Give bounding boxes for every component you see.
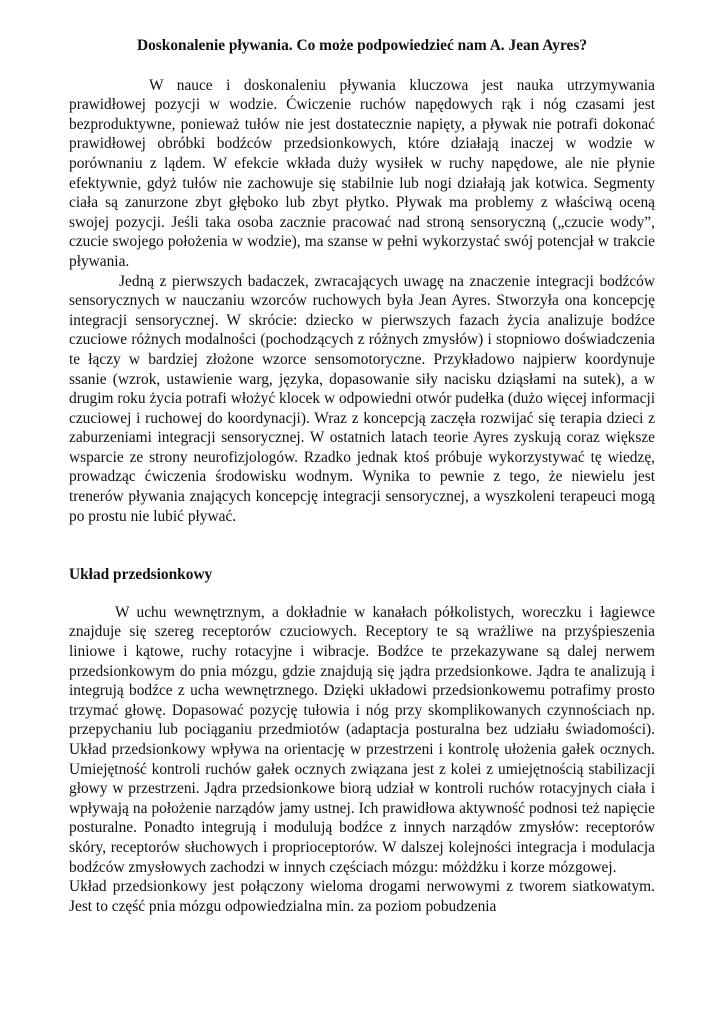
section-paragraph-1: W uchu wewnętrznym, a dokładnie w kanałach półkolistych, woreczku i łagiewce znajduje się szereg receptorów czuciowych. Receptory te są wrażliwe na przyśpieszenia liniowe i kątowe, ruchy rotacyjne i wibracje. Bodźce te przekazywane są dalej nerwem przedsionkowym do pnia mózgu, gdzie znajdują się jądra przedsionkowe. Jądra te analizują i integrują bodźce z ucha wewnętrznego. Dzięki układowi przedsionkowemu potrafimy prosto trzymać głowę. Dopasować pozycję tułowia i nóg przy skomplikowanych czynnościach np. przepychaniu lub pociąganiu przedmiotów (adaptacja posturalna bez udziału świadomości). Układ przedsionkowy wpływa na orientację w przestrzeni i kontrolę ułożenia gałek ocznych. Umiejętność kontroli ruchów gałek ocznych związana jest z kolei z umiejętnością stabilizacji głowy w przestrzeni. Jądra przedsionkowe biorą udział w kontroli ruchów rotacyjnych ciała i wpływają na położenie narządów jamy ustnej. Ich prawidłowa aktywność podnosi też napięcie posturalne. Ponadto integrują i modulują bodźce z innych narządów zmysłów: receptorów skóry, receptorów słuchowych i proprioceptorów. W dalszej kolejności integracja i modulacja bodźców zmysłowych zachodzi w innych częściach mózgu: móżdżku i korze mózgowej. <box>69 603 655 876</box>
section-paragraph-2: Układ przedsionkowy jest połączony wieloma drogami nerwowymi z tworem siatkowatym. Jest to część pnia mózgu odpowiedzialna min. za poziom pobudzenia <box>69 878 655 915</box>
section-heading: Układ przedsionkowy <box>69 566 213 584</box>
intro-paragraph-2: Jedną z pierwszych badaczek, zwracających uwagę na znaczenie integracji bodźców sensorycznych w nauczaniu wzorców ruchowych była Jean Ayres. Stworzyła ona koncepcję integracji sensorycznej. W skrócie: dziecko w pierwszych fazach życia analizuje bodźce czuciowe różnych modalności (pochodzących z różnych zmysłów) i stopniowo doświadczenia te łączy w bardziej złożone wzorce sensomotoryczne. Przykładowo najpierw koordynuje ssanie (wzrok, ustawienie warg, języka, dopasowanie siły nacisku dziąsłami na sutek), a w drugim roku życia potrafi włożyć klocek w odpowiedni otwór pudełka (dużo więcej informacji czuciowej i ruchowej do koordynacji). Wraz z koncepcją zaczęła rozwijać się terapia dzieci z zaburzeniami integracji sensorycznej. W ostatnich latach teorie Ayres zyskują coraz większe wsparcie ze strony neurofizjologów. Rzadko jednak ktoś próbuje wykorzystywać tę wiedzę, prowadząc ćwiczenia środowisku wodnym. Wynika to pewnie z tego, że niewielu jest trenerów pływania znających koncepcję integracji sensorycznej, a wyszkoleni terapeuci mogą po prostu nie lubić pływać. <box>69 272 655 525</box>
document-title: Doskonalenie pływania. Co może podpowiedzieć nam A. Jean Ayres? <box>136 37 588 54</box>
intro-paragraph-1: W nauce i doskonaleniu pływania kluczowa jest nauka utrzymywania prawidłowej pozycji w wodzie. Ćwiczenie ruchów napędowych rąk i nóg czasami jest bezproduktywne, ponieważ tułów nie jest dostatecznie napięty, a pływak nie potrafi dokonać prawidłowej obróbki bodźców przedsionkowych, które działają inaczej w wodzie w porównaniu z lądem. W efekcie wkłada duży wysiłek w ruchy napędowe, ale nie płynie efektywnie, gdyż tułów nie zachowuje się stabilnie lub nogi działają jak kotwica. Segmenty ciała są zanurzone zbyt głęboko lub zbyt płytko. Pływak ma problemy z właściwą oceną swojej pozycji. Jeśli taka osoba zacznie pracować nad stroną sensoryczną („czucie wody”, czucie swojego położenia w wodzie), ma szanse w pełni wykorzystać swój potencjał w trakcie pływania. <box>69 76 655 270</box>
